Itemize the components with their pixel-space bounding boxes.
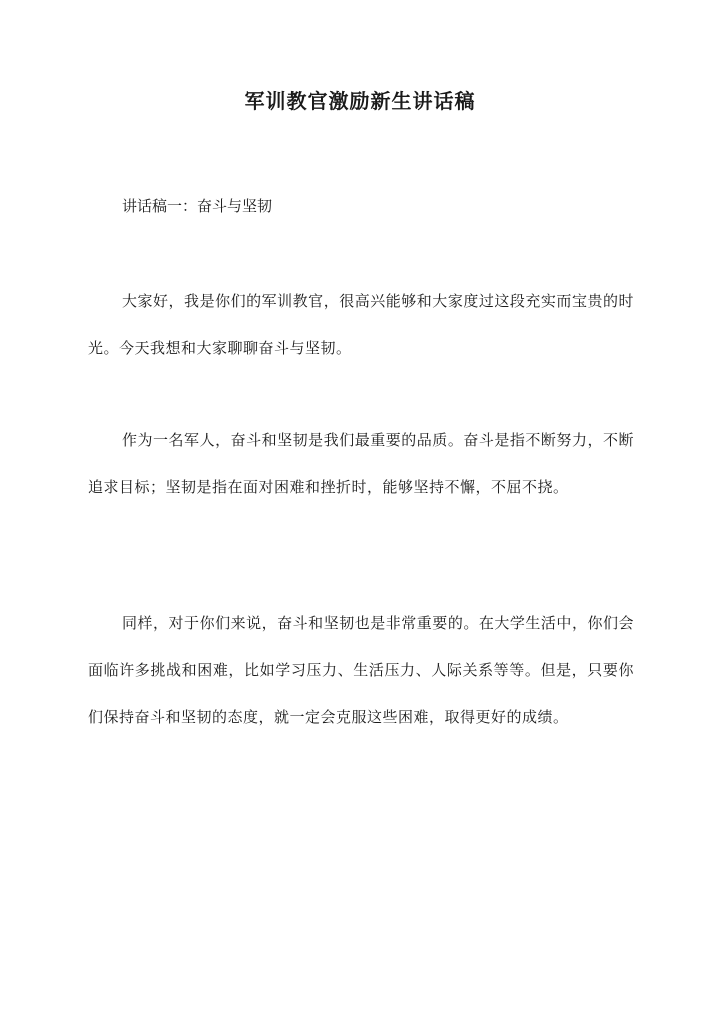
paragraph-qualities: 作为一名军人，奋斗和坚韧是我们最重要的品质。奋斗是指不断努力，不断追求目标；坚韧是指在面对困难和挫折时，能够坚持不懈，不屈不挠。 xyxy=(88,431,634,496)
paragraph-greeting: 大家好，我是你们的军训教官，很高兴能够和大家度过这段充实而宝贵的时光。今天我想和大家聊聊奋斗与坚韧。 xyxy=(88,292,634,357)
document-title: 军训教官激励新生讲话稿 xyxy=(244,89,476,113)
section-heading: 讲话稿一：奋斗与坚韧 xyxy=(122,197,273,215)
paragraph-university-life: 同样，对于你们来说，奋斗和坚韧也是非常重要的。在大学生活中，你们会面临许多挑战和困难，比如学习压力、生活压力、人际关系等等。但是，只要你们保持奋斗和坚韧的态度，就一定会克服这些困难，取得更好的成绩。 xyxy=(88,614,634,726)
